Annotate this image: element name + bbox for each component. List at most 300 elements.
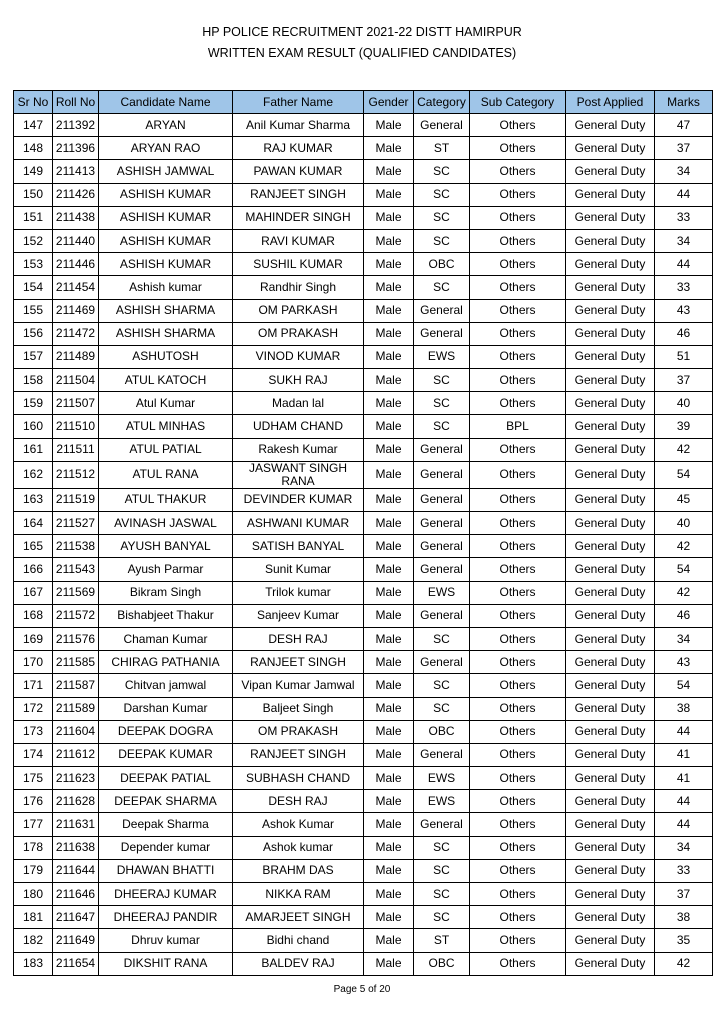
candidate-name-cell: Ayush Parmar (99, 558, 233, 581)
gender-cell: Male (364, 697, 414, 720)
post-applied-cell: General Duty (566, 253, 655, 276)
sub-category-cell: Others (470, 535, 566, 558)
gender-cell: Male (364, 674, 414, 697)
table-row (14, 253, 713, 276)
candidate-name-cell: DIKSHIT RANA (99, 952, 233, 975)
roll-no-cell: 211589 (53, 697, 99, 720)
table-row (14, 581, 713, 604)
col-header-father-name: Father Name (233, 91, 364, 114)
sr-no-cell: 163 (14, 488, 53, 511)
post-applied-cell: General Duty (566, 488, 655, 511)
post-applied-cell: General Duty (566, 581, 655, 604)
roll-no-cell: 211587 (53, 674, 99, 697)
gender-cell: Male (364, 114, 414, 137)
table-row (14, 415, 713, 438)
roll-no-cell: 211612 (53, 743, 99, 766)
father-name-cell: SUBHASH CHAND (233, 767, 364, 790)
candidate-name-cell: CHIRAG PATHANIA (99, 651, 233, 674)
post-applied-cell: General Duty (566, 322, 655, 345)
table-row (14, 790, 713, 813)
post-applied-cell: General Duty (566, 114, 655, 137)
post-applied-cell: General Duty (566, 836, 655, 859)
sub-category-cell: Others (470, 790, 566, 813)
table-row (14, 813, 713, 836)
post-applied-cell: General Duty (566, 137, 655, 160)
candidate-name-cell: ASHISH KUMAR (99, 253, 233, 276)
table-row (14, 183, 713, 206)
col-header-marks: Marks (655, 91, 713, 114)
gender-cell: Male (364, 345, 414, 368)
post-applied-cell: General Duty (566, 512, 655, 535)
sub-category-cell: Others (470, 488, 566, 511)
category-cell: General (414, 604, 470, 627)
sub-category-cell: Others (470, 836, 566, 859)
marks-cell: 35 (655, 929, 713, 952)
sr-no-cell: 158 (14, 369, 53, 392)
sub-category-cell: Others (470, 369, 566, 392)
category-cell: SC (414, 415, 470, 438)
table-row (14, 392, 713, 415)
gender-cell: Male (364, 206, 414, 229)
table-row (14, 229, 713, 252)
sr-no-cell: 151 (14, 206, 53, 229)
gender-cell: Male (364, 558, 414, 581)
sr-no-cell: 176 (14, 790, 53, 813)
category-cell: General (414, 813, 470, 836)
candidate-name-cell: ASHUTOSH (99, 345, 233, 368)
marks-cell: 38 (655, 906, 713, 929)
table-row (14, 883, 713, 906)
marks-cell: 33 (655, 206, 713, 229)
table-row (14, 767, 713, 790)
father-name-cell: UDHAM CHAND (233, 415, 364, 438)
post-applied-cell: General Duty (566, 369, 655, 392)
sr-no-cell: 177 (14, 813, 53, 836)
roll-no-cell: 211396 (53, 137, 99, 160)
col-header-sr-no: Sr No (14, 91, 53, 114)
marks-cell: 33 (655, 276, 713, 299)
category-cell: General (414, 535, 470, 558)
father-name-cell: DESH RAJ (233, 627, 364, 650)
candidate-name-cell: ATUL KATOCH (99, 369, 233, 392)
category-cell: ST (414, 137, 470, 160)
sr-no-cell: 171 (14, 674, 53, 697)
marks-cell: 34 (655, 160, 713, 183)
gender-cell: Male (364, 813, 414, 836)
marks-cell: 40 (655, 392, 713, 415)
gender-cell: Male (364, 906, 414, 929)
gender-cell: Male (364, 929, 414, 952)
roll-no-cell: 211426 (53, 183, 99, 206)
candidate-name-cell: ASHISH JAMWAL (99, 160, 233, 183)
post-applied-cell: General Duty (566, 345, 655, 368)
marks-cell: 46 (655, 604, 713, 627)
father-name-cell: OM PRAKASH (233, 720, 364, 743)
post-applied-cell: General Duty (566, 674, 655, 697)
category-cell: General (414, 512, 470, 535)
sr-no-cell: 180 (14, 883, 53, 906)
roll-no-cell: 211413 (53, 160, 99, 183)
roll-no-cell: 211631 (53, 813, 99, 836)
marks-cell: 40 (655, 512, 713, 535)
candidate-name-cell: Ashish kumar (99, 276, 233, 299)
category-cell: SC (414, 859, 470, 882)
candidate-name-cell: Chitvan jamwal (99, 674, 233, 697)
category-cell: SC (414, 627, 470, 650)
father-name-cell: Sanjeev Kumar (233, 604, 364, 627)
marks-cell: 46 (655, 322, 713, 345)
gender-cell: Male (364, 461, 414, 488)
sub-category-cell: Others (470, 743, 566, 766)
category-cell: OBC (414, 720, 470, 743)
sub-category-cell: Others (470, 512, 566, 535)
sr-no-cell: 168 (14, 604, 53, 627)
gender-cell: Male (364, 137, 414, 160)
sr-no-cell: 170 (14, 651, 53, 674)
roll-no-cell: 211654 (53, 952, 99, 975)
gender-cell: Male (364, 322, 414, 345)
col-header-roll-no: Roll No (53, 91, 99, 114)
sub-category-cell: Others (470, 558, 566, 581)
father-name-cell: BRAHM DAS (233, 859, 364, 882)
candidate-name-cell: ATUL THAKUR (99, 488, 233, 511)
document-title: HP POLICE RECRUITMENT 2021-22 DISTT HAMIRPUR (202, 25, 522, 39)
sub-category-cell: Others (470, 299, 566, 322)
marks-cell: 47 (655, 114, 713, 137)
table-row (14, 720, 713, 743)
sr-no-cell: 174 (14, 743, 53, 766)
category-cell: SC (414, 392, 470, 415)
post-applied-cell: General Duty (566, 160, 655, 183)
table-row (14, 558, 713, 581)
sr-no-cell: 164 (14, 512, 53, 535)
gender-cell: Male (364, 627, 414, 650)
category-cell: SC (414, 160, 470, 183)
roll-no-cell: 211512 (53, 461, 99, 488)
sub-category-cell: Others (470, 697, 566, 720)
sub-category-cell: Others (470, 276, 566, 299)
roll-no-cell: 211623 (53, 767, 99, 790)
gender-cell: Male (364, 392, 414, 415)
post-applied-cell: General Duty (566, 535, 655, 558)
gender-cell: Male (364, 743, 414, 766)
sub-category-cell: Others (470, 627, 566, 650)
candidate-name-cell: ASHISH SHARMA (99, 322, 233, 345)
sub-category-cell: Others (470, 461, 566, 488)
candidate-name-cell: Darshan Kumar (99, 697, 233, 720)
category-cell: General (414, 558, 470, 581)
candidate-name-cell: Dhruv kumar (99, 929, 233, 952)
category-cell: SC (414, 369, 470, 392)
sr-no-cell: 173 (14, 720, 53, 743)
gender-cell: Male (364, 369, 414, 392)
marks-cell: 37 (655, 369, 713, 392)
sub-category-cell: Others (470, 674, 566, 697)
sr-no-cell: 155 (14, 299, 53, 322)
roll-no-cell: 211646 (53, 883, 99, 906)
candidate-name-cell: Chaman Kumar (99, 627, 233, 650)
marks-cell: 42 (655, 535, 713, 558)
gender-cell: Male (364, 415, 414, 438)
gender-cell: Male (364, 651, 414, 674)
father-name-cell: Bidhi chand (233, 929, 364, 952)
father-name-cell: ASHWANI KUMAR (233, 512, 364, 535)
marks-cell: 34 (655, 627, 713, 650)
roll-no-cell: 211511 (53, 438, 99, 461)
sr-no-cell: 150 (14, 183, 53, 206)
sr-no-cell: 166 (14, 558, 53, 581)
col-header-post-applied: Post Applied (566, 91, 655, 114)
gender-cell: Male (364, 720, 414, 743)
candidate-name-cell: ASHISH KUMAR (99, 183, 233, 206)
table-body (14, 114, 713, 976)
gender-cell: Male (364, 512, 414, 535)
roll-no-cell: 211576 (53, 627, 99, 650)
table-row (14, 697, 713, 720)
father-name-cell: RANJEET SINGH (233, 183, 364, 206)
roll-no-cell: 211644 (53, 859, 99, 882)
sr-no-cell: 169 (14, 627, 53, 650)
candidate-name-cell: ATUL RANA (99, 461, 233, 488)
roll-no-cell: 211489 (53, 345, 99, 368)
post-applied-cell: General Duty (566, 627, 655, 650)
sub-category-cell: Others (470, 906, 566, 929)
table-row (14, 345, 713, 368)
gender-cell: Male (364, 952, 414, 975)
gender-cell: Male (364, 581, 414, 604)
father-name-cell: Ashok Kumar (233, 813, 364, 836)
category-cell: SC (414, 229, 470, 252)
gender-cell: Male (364, 859, 414, 882)
candidate-name-cell: DHEERAJ KUMAR (99, 883, 233, 906)
table-row (14, 906, 713, 929)
sub-category-cell: Others (470, 114, 566, 137)
category-cell: EWS (414, 790, 470, 813)
post-applied-cell: General Duty (566, 813, 655, 836)
candidate-name-cell: DHEERAJ PANDIR (99, 906, 233, 929)
table-row (14, 512, 713, 535)
sr-no-cell: 178 (14, 836, 53, 859)
table-row (14, 160, 713, 183)
father-name-cell: Madan lal (233, 392, 364, 415)
sub-category-cell: Others (470, 929, 566, 952)
post-applied-cell: General Duty (566, 697, 655, 720)
father-name-cell: Randhir Singh (233, 276, 364, 299)
table-row (14, 369, 713, 392)
marks-cell: 39 (655, 415, 713, 438)
marks-cell: 34 (655, 836, 713, 859)
post-applied-cell: General Duty (566, 952, 655, 975)
marks-cell: 54 (655, 558, 713, 581)
post-applied-cell: General Duty (566, 906, 655, 929)
gender-cell: Male (364, 767, 414, 790)
candidate-name-cell: ARYAN RAO (99, 137, 233, 160)
roll-no-cell: 211543 (53, 558, 99, 581)
father-name-cell: DEVINDER KUMAR (233, 488, 364, 511)
sr-no-cell: 156 (14, 322, 53, 345)
sr-no-cell: 149 (14, 160, 53, 183)
category-cell: SC (414, 674, 470, 697)
candidate-name-cell: Deepak Sharma (99, 813, 233, 836)
table-row (14, 322, 713, 345)
category-cell: General (414, 461, 470, 488)
father-name-cell: Trilok kumar (233, 581, 364, 604)
post-applied-cell: General Duty (566, 883, 655, 906)
sub-category-cell: Others (470, 651, 566, 674)
table-row (14, 276, 713, 299)
candidate-name-cell: DEEPAK PATIAL (99, 767, 233, 790)
category-cell: General (414, 743, 470, 766)
father-name-cell: JASWANT SINGH RANA (233, 461, 364, 488)
marks-cell: 43 (655, 651, 713, 674)
post-applied-cell: General Duty (566, 392, 655, 415)
col-header-candidate-name: Candidate Name (99, 91, 233, 114)
category-cell: General (414, 438, 470, 461)
sub-category-cell: Others (470, 345, 566, 368)
gender-cell: Male (364, 276, 414, 299)
roll-no-cell: 211510 (53, 415, 99, 438)
father-name-cell: VINOD KUMAR (233, 345, 364, 368)
post-applied-cell: General Duty (566, 461, 655, 488)
table-row (14, 461, 713, 488)
father-name-cell: PAWAN KUMAR (233, 160, 364, 183)
candidate-name-cell: DHAWAN BHATTI (99, 859, 233, 882)
marks-cell: 41 (655, 767, 713, 790)
post-applied-cell: General Duty (566, 276, 655, 299)
marks-cell: 33 (655, 859, 713, 882)
candidate-name-cell: ARYAN (99, 114, 233, 137)
sub-category-cell: Others (470, 581, 566, 604)
roll-no-cell: 211472 (53, 322, 99, 345)
sr-no-cell: 159 (14, 392, 53, 415)
roll-no-cell: 211647 (53, 906, 99, 929)
gender-cell: Male (364, 488, 414, 511)
candidate-name-cell: ASHISH KUMAR (99, 229, 233, 252)
roll-no-cell: 211440 (53, 229, 99, 252)
post-applied-cell: General Duty (566, 206, 655, 229)
sub-category-cell: Others (470, 859, 566, 882)
candidate-name-cell: Bishabjeet Thakur (99, 604, 233, 627)
sub-category-cell: Others (470, 438, 566, 461)
father-name-cell: BALDEV RAJ (233, 952, 364, 975)
gender-cell: Male (364, 229, 414, 252)
category-cell: General (414, 651, 470, 674)
marks-cell: 38 (655, 697, 713, 720)
roll-no-cell: 211572 (53, 604, 99, 627)
sub-category-cell: Others (470, 229, 566, 252)
post-applied-cell: General Duty (566, 183, 655, 206)
father-name-cell: RAVI KUMAR (233, 229, 364, 252)
roll-no-cell: 211604 (53, 720, 99, 743)
table-row (14, 859, 713, 882)
sub-category-cell: BPL (470, 415, 566, 438)
marks-cell: 45 (655, 488, 713, 511)
candidate-name-cell: ASHISH SHARMA (99, 299, 233, 322)
table-row (14, 114, 713, 137)
sub-category-cell: Others (470, 206, 566, 229)
sr-no-cell: 161 (14, 438, 53, 461)
roll-no-cell: 211527 (53, 512, 99, 535)
table-header-row (14, 91, 713, 114)
post-applied-cell: General Duty (566, 558, 655, 581)
marks-cell: 44 (655, 790, 713, 813)
sub-category-cell: Others (470, 322, 566, 345)
post-applied-cell: General Duty (566, 651, 655, 674)
post-applied-cell: General Duty (566, 929, 655, 952)
category-cell: General (414, 299, 470, 322)
category-cell: OBC (414, 952, 470, 975)
marks-cell: 44 (655, 813, 713, 836)
sr-no-cell: 165 (14, 535, 53, 558)
category-cell: OBC (414, 253, 470, 276)
roll-no-cell: 211519 (53, 488, 99, 511)
table-row (14, 674, 713, 697)
sr-no-cell: 148 (14, 137, 53, 160)
sr-no-cell: 160 (14, 415, 53, 438)
table-row (14, 651, 713, 674)
post-applied-cell: General Duty (566, 299, 655, 322)
gender-cell: Male (364, 883, 414, 906)
post-applied-cell: General Duty (566, 415, 655, 438)
marks-cell: 44 (655, 253, 713, 276)
roll-no-cell: 211649 (53, 929, 99, 952)
father-name-cell: Ashok kumar (233, 836, 364, 859)
category-cell: General (414, 488, 470, 511)
sub-category-cell: Others (470, 883, 566, 906)
marks-cell: 42 (655, 581, 713, 604)
roll-no-cell: 211538 (53, 535, 99, 558)
sub-category-cell: Others (470, 183, 566, 206)
gender-cell: Male (364, 438, 414, 461)
father-name-cell: DESH RAJ (233, 790, 364, 813)
sub-category-cell: Others (470, 392, 566, 415)
sr-no-cell: 162 (14, 461, 53, 488)
father-name-cell: RANJEET SINGH (233, 743, 364, 766)
col-header-category: Category (414, 91, 470, 114)
table-row (14, 627, 713, 650)
roll-no-cell: 211504 (53, 369, 99, 392)
sr-no-cell: 157 (14, 345, 53, 368)
document-subtitle: WRITTEN EXAM RESULT (QUALIFIED CANDIDATES) (207, 46, 517, 60)
gender-cell: Male (364, 535, 414, 558)
roll-no-cell: 211454 (53, 276, 99, 299)
marks-cell: 54 (655, 674, 713, 697)
category-cell: SC (414, 836, 470, 859)
category-cell: SC (414, 697, 470, 720)
table-row (14, 929, 713, 952)
category-cell: EWS (414, 345, 470, 368)
sr-no-cell: 181 (14, 906, 53, 929)
gender-cell: Male (364, 183, 414, 206)
marks-cell: 34 (655, 229, 713, 252)
sub-category-cell: Others (470, 253, 566, 276)
father-name-cell: Vipan Kumar Jamwal (233, 674, 364, 697)
marks-cell: 42 (655, 438, 713, 461)
father-name-cell: RANJEET SINGH (233, 651, 364, 674)
sr-no-cell: 147 (14, 114, 53, 137)
category-cell: SC (414, 183, 470, 206)
category-cell: SC (414, 206, 470, 229)
sr-no-cell: 182 (14, 929, 53, 952)
sr-no-cell: 154 (14, 276, 53, 299)
candidate-name-cell: AYUSH BANYAL (99, 535, 233, 558)
table-row (14, 604, 713, 627)
gender-cell: Male (364, 790, 414, 813)
category-cell: SC (414, 906, 470, 929)
col-header-sub-category: Sub Category (470, 91, 566, 114)
marks-cell: 42 (655, 952, 713, 975)
category-cell: SC (414, 883, 470, 906)
